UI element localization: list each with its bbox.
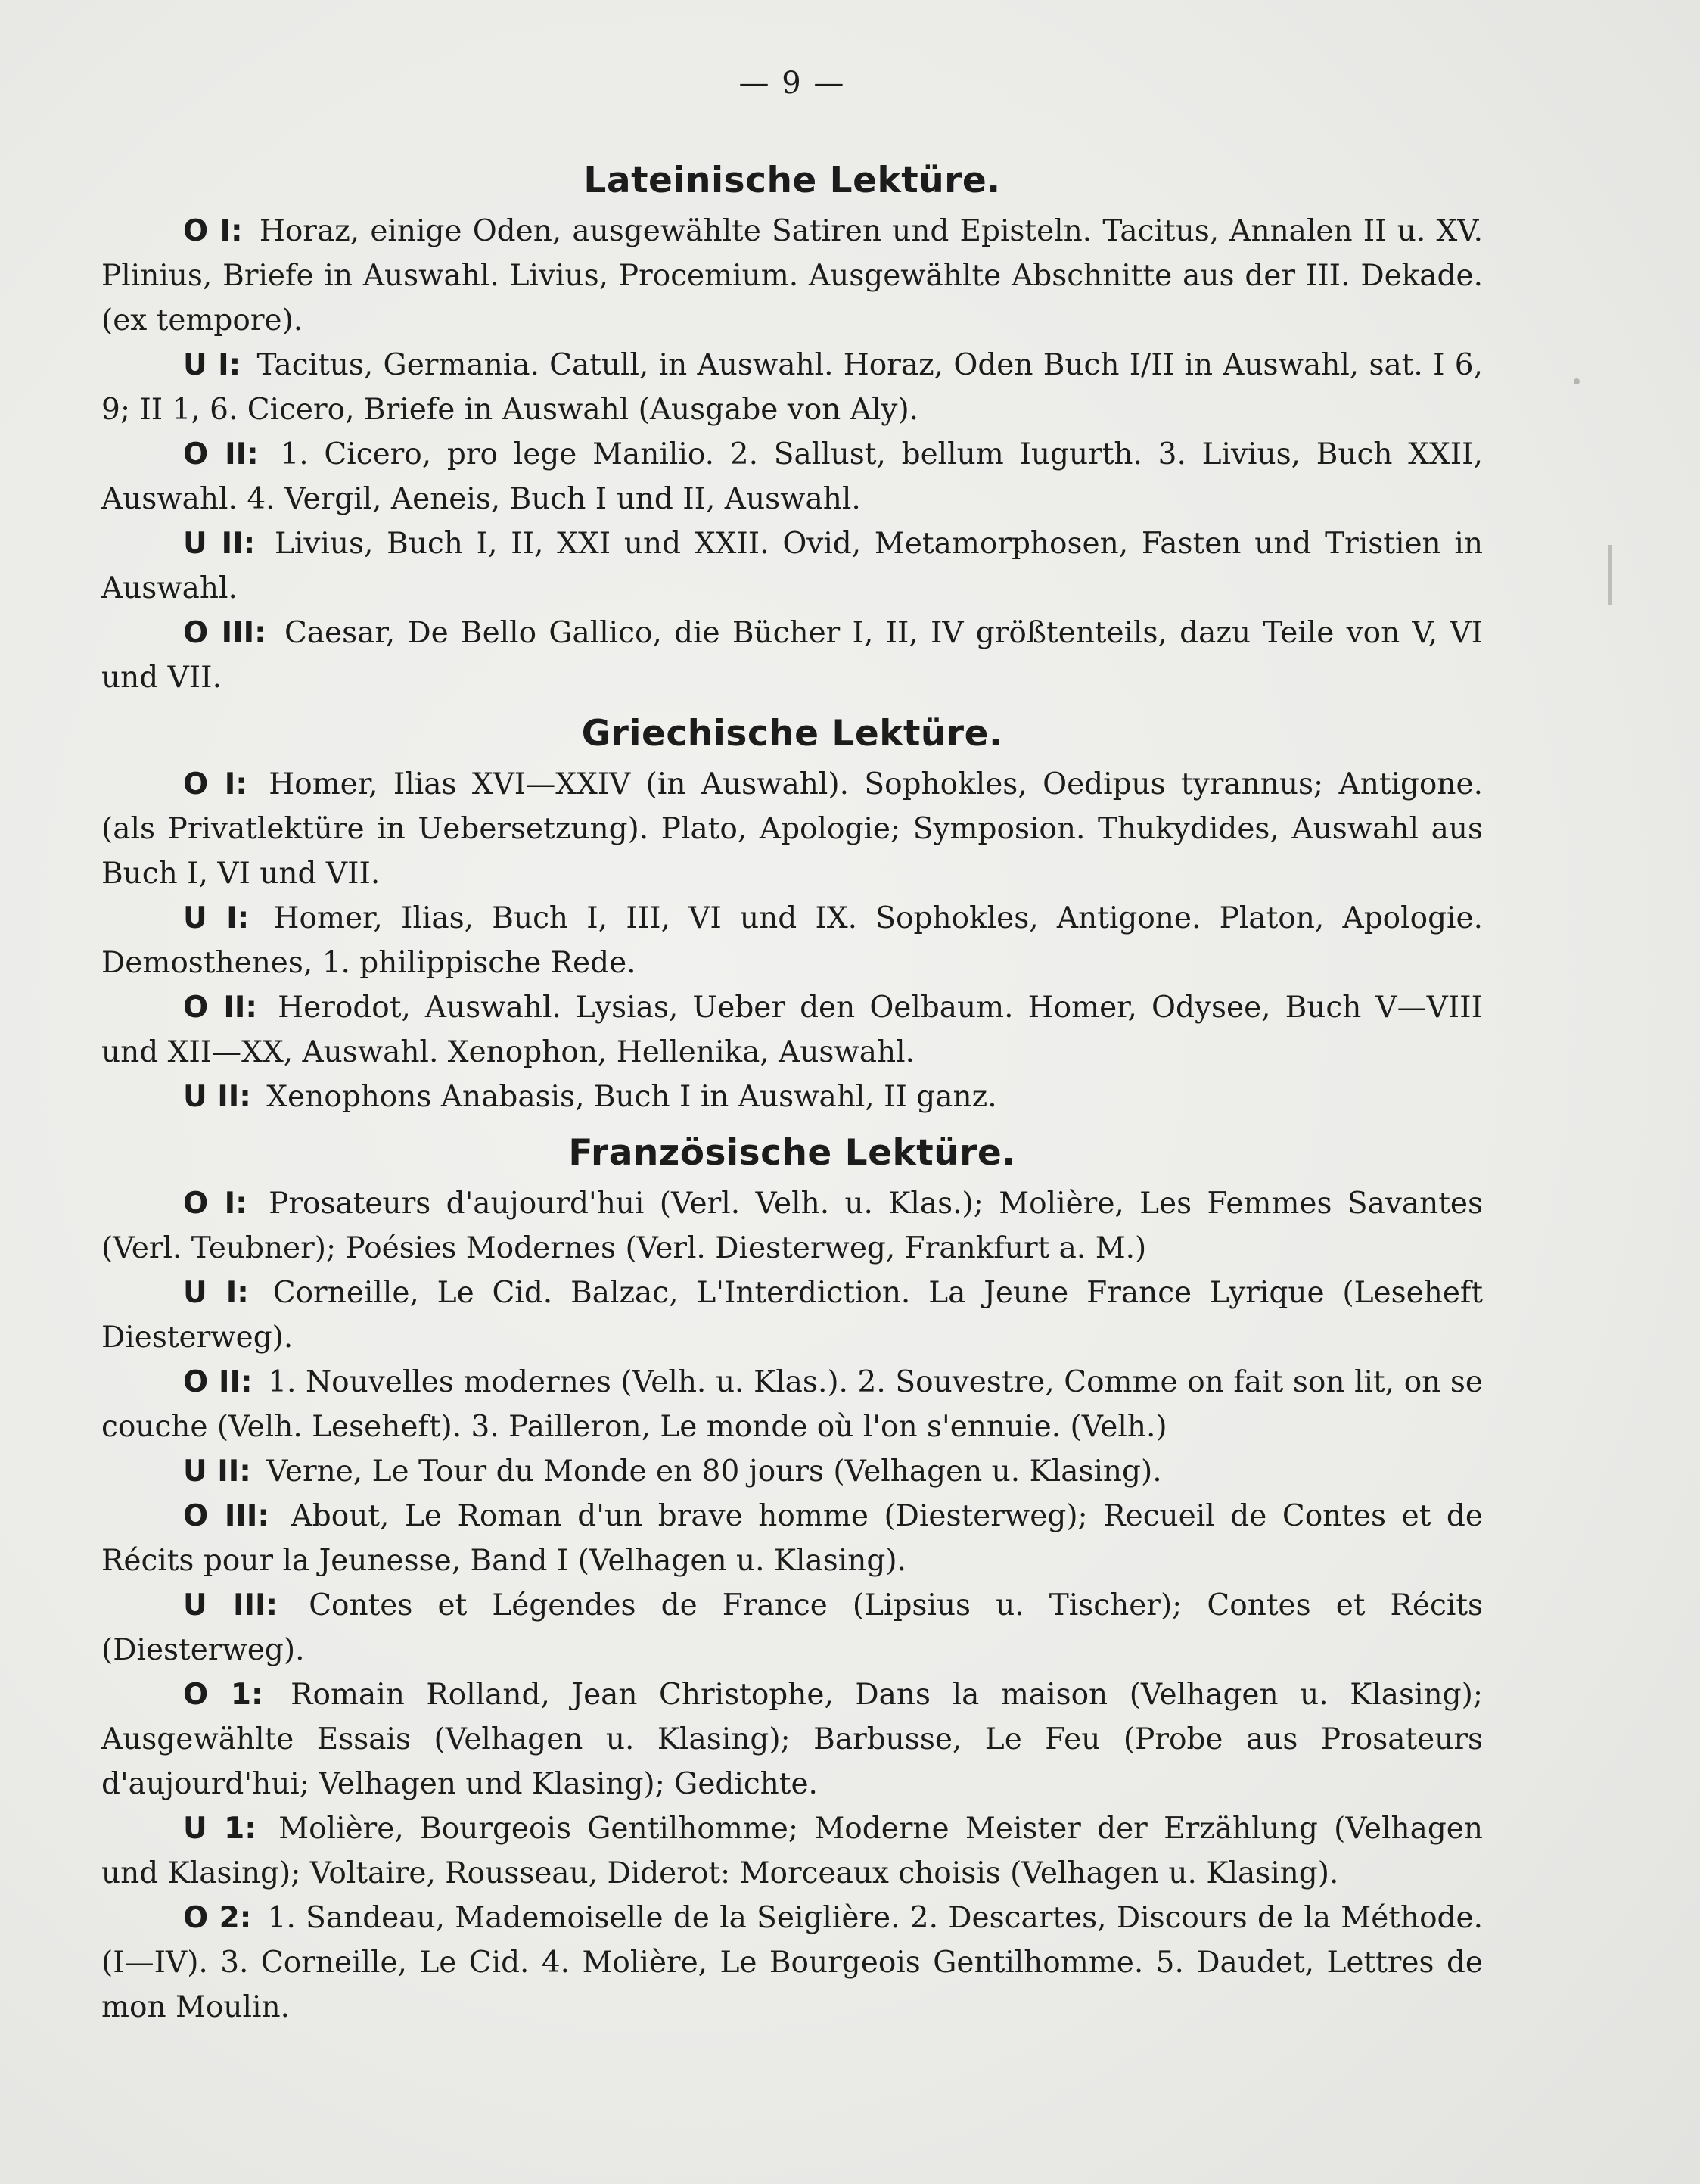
reading-entry	[101, 209, 1483, 343]
class-label: O 1:	[183, 1678, 263, 1712]
class-label: O I:	[183, 214, 243, 248]
class-label: U II:	[183, 527, 256, 561]
class-label: O II:	[183, 991, 258, 1025]
reading-text: Molière, Bourgeois Gentilhomme; Moderne Meister der Erzählung (Velhagen und Klasing); Voltaire, Rousseau, Diderot: Morceaux choisis (Velhagen u. Klasing).	[101, 1812, 1483, 1890]
reading-text: Herodot, Auswahl. Lysias, Ueber den Oelbaum. Homer, Odysee, Buch V—VIII und XII—XX, Auswahl. Xenophon, Hellenika, Auswahl.	[101, 991, 1483, 1069]
reading-entry	[101, 896, 1483, 985]
page-number: — 9 —	[738, 66, 846, 101]
reading-entry	[101, 1449, 1483, 1494]
class-label: O III:	[183, 616, 266, 650]
reading-entry	[101, 432, 1483, 521]
class-label: U III:	[183, 1588, 278, 1622]
reading-text: Prosateurs d'aujourd'hui (Verl. Velh. u. Klas.); Molière, Les Femmes Savantes (Verl. Teubner); Poésies Modernes (Verl. Diesterweg, Frankfurt a. M.)	[101, 1187, 1483, 1265]
reading-entry	[101, 521, 1483, 611]
class-label: U I:	[183, 1276, 249, 1310]
reading-text: 1. Nouvelles modernes (Velh. u. Klas.). 2. Souvestre, Comme on fait son lit, on se couche (Velh. Leseheft). 3. Pailleron, Le monde où l'on s'ennuie. (Velh.)	[101, 1365, 1483, 1444]
reading-text: Livius, Buch I, II, XXI und XXII. Ovid, Metamorphosen, Fasten und Tristien in Auswahl.	[101, 527, 1483, 605]
reading-entry	[101, 1494, 1483, 1583]
reading-entry	[101, 1806, 1483, 1896]
class-label: O I:	[183, 1187, 247, 1221]
reading-text: Contes et Légendes de France (Lipsius u. Tischer); Contes et Récits (Diesterweg).	[101, 1588, 1484, 1667]
reading-text: Caesar, De Bello Gallico, die Bücher I, II, IV größtenteils, dazu Teile von V, VI und VII.	[101, 616, 1483, 695]
class-label: U II:	[183, 1454, 251, 1489]
class-label: O II:	[183, 1365, 253, 1399]
class-label: U II:	[183, 1080, 251, 1114]
reading-text: Homer, Ilias XVI—XXIV (in Auswahl). Sophokles, Oedipus tyrannus; Antigone. (als Privatlektüre in Uebersetzung). Plato, Apologie; Symposion. Thukydides, Auswahl aus Buch I, VI und VII.	[101, 767, 1483, 891]
class-label: O II:	[183, 437, 259, 471]
reading-text: Homer, Ilias, Buch I, III, VI und IX. Sophokles, Antigone. Platon, Apologie. Demosthenes, 1. philippische Rede.	[101, 901, 1484, 980]
class-label: O 2:	[183, 1901, 252, 1935]
section-heading: Lateinische Lektüre.	[583, 160, 1001, 201]
section-french	[101, 1125, 1483, 2030]
reading-text: Xenophons Anabasis, Buch I in Auswahl, II ganz.	[266, 1080, 997, 1114]
paper-speck	[1574, 378, 1580, 384]
section-greek	[101, 706, 1483, 1119]
class-label: U 1:	[183, 1812, 256, 1846]
reading-text: Romain Rolland, Jean Christophe, Dans la maison (Velhagen u. Klasing); Ausgewählte Essais (Velhagen u. Klasing); Barbusse, Le Feu (Probe aus Prosateurs d'aujourd'hui; Velhagen und Klasing); Gedichte.	[101, 1678, 1483, 1801]
reading-entry	[101, 1075, 1483, 1119]
reading-text: 1. Sandeau, Mademoiselle de la Seiglière. 2. Descartes, Discours de la Méthode. (I—IV). 3. Corneille, Le Cid. 4. Molière, Le Bourgeois Gentilhomme. 5. Daudet, Lettres de mon Moulin.	[101, 1901, 1483, 2024]
margin-mark	[1608, 545, 1612, 605]
class-label: O III:	[183, 1499, 270, 1533]
class-label: U I:	[183, 901, 250, 935]
section-latin	[101, 153, 1483, 700]
section-heading: Französische Lektüre.	[568, 1132, 1016, 1174]
reading-entry	[101, 762, 1483, 896]
reading-text: About, Le Roman d'un brave homme (Diesterweg); Recueil de Contes et de Récits pour la Jeunesse, Band I (Velhagen u. Klasing).	[101, 1499, 1483, 1578]
page-content	[101, 61, 1483, 2036]
section-heading: Griechische Lektüre.	[581, 713, 1003, 754]
class-label: O I:	[183, 767, 247, 801]
reading-entry	[101, 1896, 1483, 2030]
reading-entry	[101, 1271, 1483, 1360]
reading-entry	[101, 1360, 1483, 1449]
reading-entry	[101, 343, 1483, 432]
reading-text: Verne, Le Tour du Monde en 80 jours (Velhagen u. Klasing).	[266, 1454, 1162, 1489]
reading-entry	[101, 985, 1483, 1075]
reading-text: Tacitus, Germania. Catull, in Auswahl. Horaz, Oden Buch I/II in Auswahl, sat. I 6, 9; II 1, 6. Cicero, Briefe in Auswahl (Ausgabe von Aly).	[101, 348, 1483, 427]
reading-text: Horaz, einige Oden, ausgewählte Satiren und Episteln. Tacitus, Annalen II u. XV. Plinius, Briefe in Auswahl. Livius, Procemium. Ausgewählte Abschnitte aus der III. Dekade. (ex tempore).	[101, 214, 1483, 338]
reading-entry	[101, 1583, 1483, 1672]
reading-text: Corneille, Le Cid. Balzac, L'Interdiction. La Jeune France Lyrique (Leseheft Diesterweg).	[101, 1276, 1484, 1355]
class-label: U I:	[183, 348, 241, 382]
reading-entry	[101, 611, 1483, 700]
reading-text: 1. Cicero, pro lege Manilio. 2. Sallust, bellum Iugurth. 3. Livius, Buch XXII, Auswahl. 4. Vergil, Aeneis, Buch I und II, Auswahl.	[101, 437, 1483, 516]
reading-entry	[101, 1672, 1483, 1806]
reading-entry	[101, 1181, 1483, 1271]
